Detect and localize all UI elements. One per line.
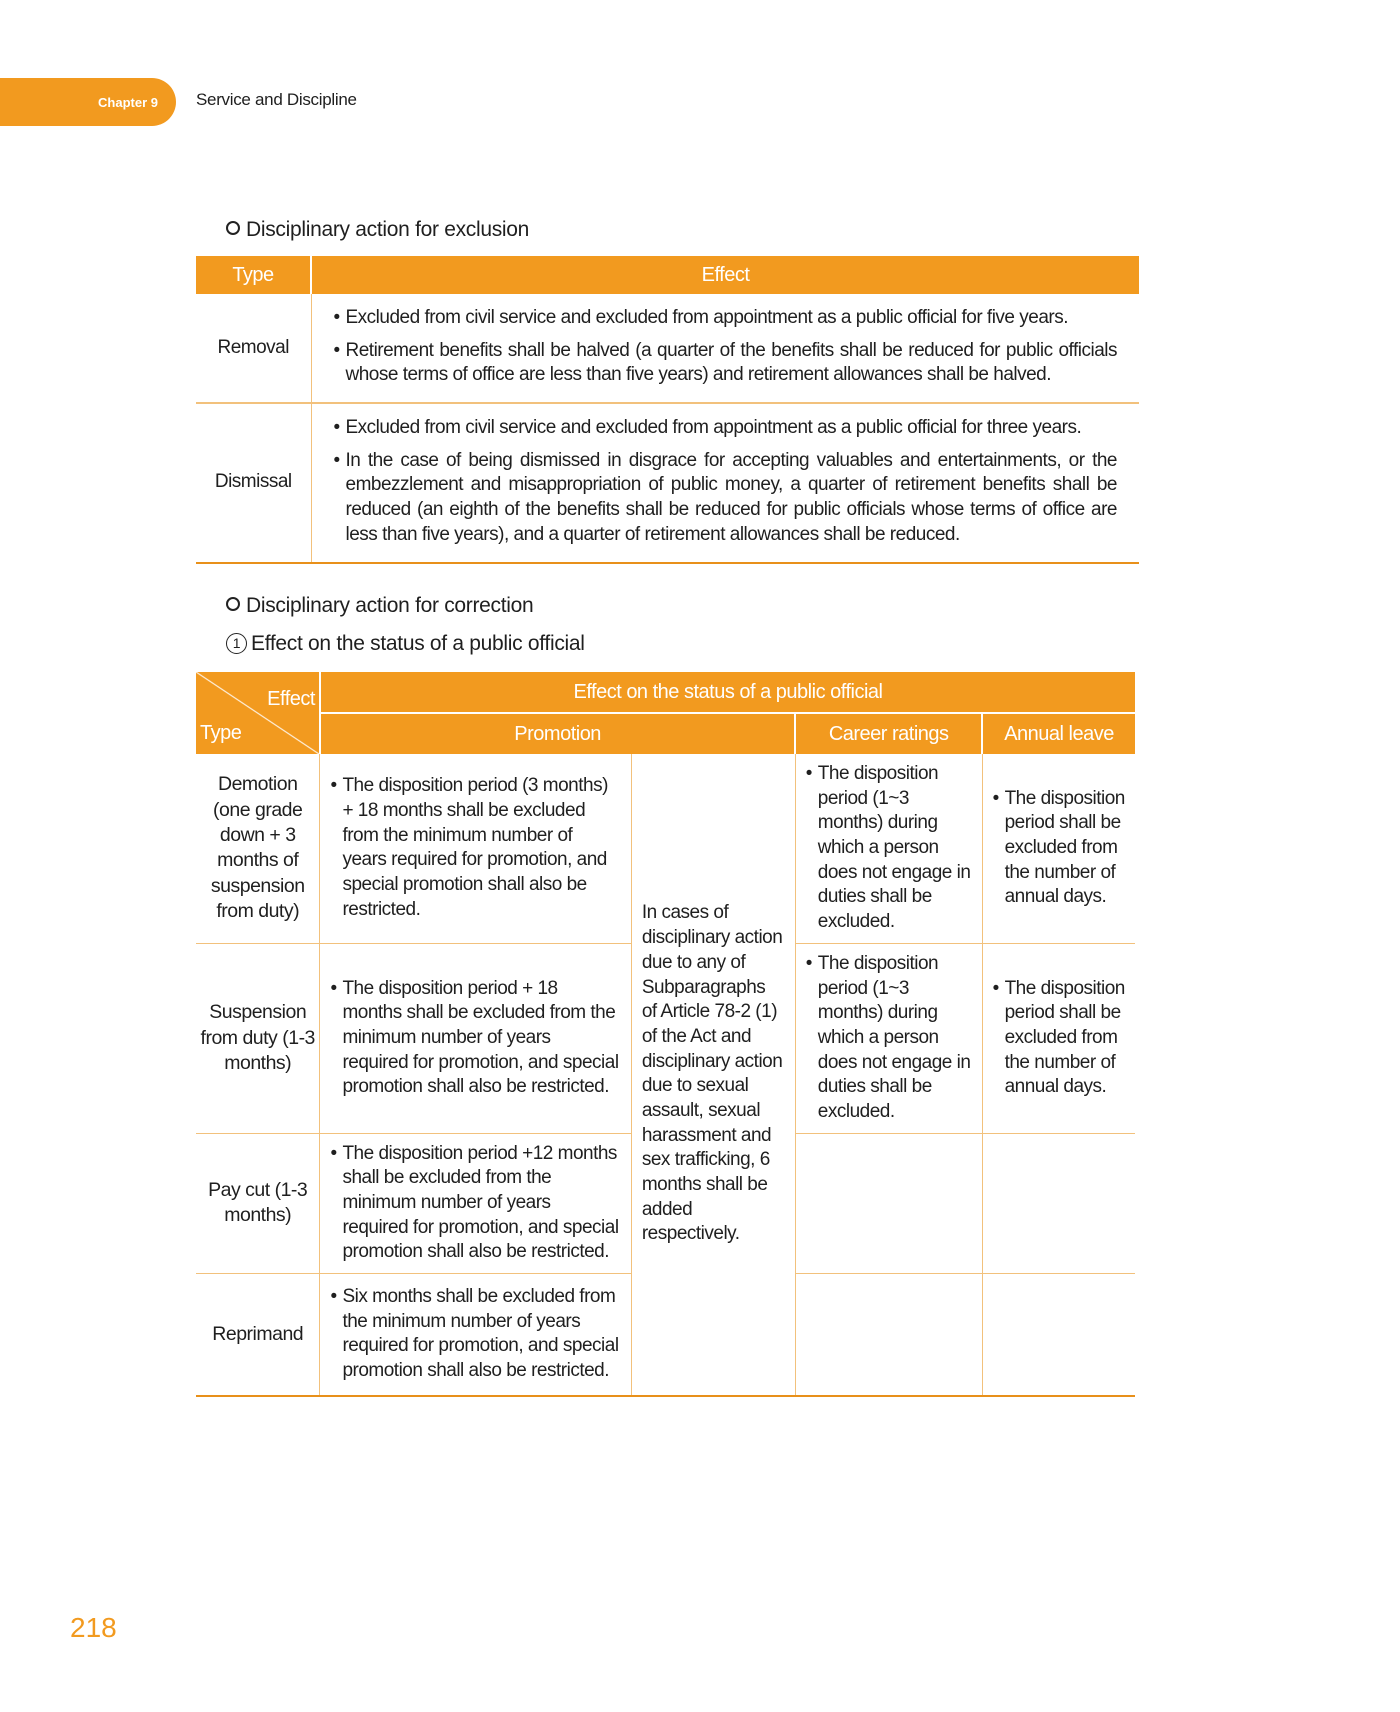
circle-bullet-icon (226, 221, 240, 235)
chapter-tab (0, 78, 176, 126)
diag-type-label: Type (200, 722, 242, 744)
promotion-cell (320, 754, 631, 943)
diag-effect-label: Effect (267, 688, 315, 710)
exclusion-type-header: Type (196, 256, 311, 294)
career-cell (795, 943, 982, 1133)
promotion-cell (320, 1274, 631, 1396)
correction-subheading (226, 632, 585, 656)
row-effect (311, 294, 1139, 403)
promotion-cell (320, 943, 631, 1133)
promotion-header: Promotion (320, 713, 795, 754)
leave-text: • The disposition period shall be excluded from the number of annual days. (993, 787, 1125, 910)
exclusion-heading-text: Disciplinary action for exclusion (246, 218, 530, 241)
leave-cell (982, 754, 1135, 943)
chapter-label: Chapter 9 (98, 94, 158, 110)
table-row (196, 294, 1139, 403)
effect-item: • Excluded from civil service and excluded from appointment as a public official for three years. (334, 416, 1118, 441)
promotion-text: • The disposition period (3 months) + 18 months shall be excluded from the minimum number of years required for promotion, and special promotion shall also be restricted. (330, 774, 620, 922)
effect-item: • Retirement benefits shall be halved (a quarter of the benefits shall be reduced for public officials whose terms of office are less than five years) and retirement allowances shall be halved. (334, 339, 1118, 388)
group-header: Effect on the status of a public official (320, 672, 1135, 713)
circle-bullet-icon (226, 597, 240, 611)
note-cell: In cases of disciplinary action due to any of Subparagraphs of Article 78-2 (1) of the Act and disciplinary action due to sexual assault, sexual harassment and sex trafficking, 6 months shall be added respectively. (631, 754, 795, 1396)
diagonal-header (196, 672, 320, 754)
effect-item: • Excluded from civil service and excluded from appointment as a public official for five years. (334, 306, 1118, 331)
row-type: Pay cut (1-3 months) (196, 1133, 320, 1273)
career-text: • The disposition period (1~3 months) during which a person does not engage in duties shall be excluded. (806, 952, 972, 1125)
promotion-text: • The disposition period + 18 months shall be excluded from the minimum number of years required for promotion, and special promotion shall also be restricted. (330, 977, 620, 1100)
career-cell (795, 1274, 982, 1396)
effect-item: • In the case of being dismissed in disgrace for accepting valuables and entertainments, or the embezzlement and misappropriation of public money, a quarter of retirement benefits shall be reduced (an eighth of the benefits shall be reduced for public officials whose terms of office are less than five years), and a quarter of retirement allowances shall be reduced. (334, 449, 1118, 548)
leave-header: Annual leave (982, 713, 1135, 754)
leave-cell (982, 943, 1135, 1133)
exclusion-table (196, 256, 1139, 564)
correction-heading (226, 594, 533, 618)
leave-text: • The disposition period shall be excluded from the number of annual days. (993, 977, 1125, 1100)
promotion-text: • Six months shall be excluded from the minimum number of years required for promotion, and special promotion shall also be restricted. (330, 1285, 620, 1384)
row-effect (311, 403, 1139, 562)
table-row (196, 403, 1139, 562)
exclusion-effect-header: Effect (311, 256, 1139, 294)
row-type: Dismissal (196, 403, 311, 562)
career-header: Career ratings (795, 713, 982, 754)
row-type: Reprimand (196, 1274, 320, 1396)
correction-table (196, 672, 1135, 1397)
chapter-title: Service and Discipline (196, 90, 357, 109)
promotion-cell (320, 1133, 631, 1273)
correction-subheading-text: Effect on the status of a public official (251, 632, 585, 655)
leave-cell (982, 1274, 1135, 1396)
table-row (196, 754, 1135, 943)
row-type: Removal (196, 294, 311, 403)
promotion-text: • The disposition period +12 months shall be excluded from the minimum number of years required for promotion, and special promotion shall also be restricted. (330, 1142, 620, 1265)
leave-cell (982, 1133, 1135, 1273)
exclusion-heading (226, 218, 529, 242)
page-number: 218 (70, 1612, 117, 1643)
row-type: Suspension from duty (1-3 months) (196, 943, 320, 1133)
career-text: • The disposition period (1~3 months) during which a person does not engage in duties shall be excluded. (806, 762, 972, 935)
circled-number-icon: 1 (226, 633, 247, 654)
correction-heading-text: Disciplinary action for correction (246, 594, 534, 617)
career-cell (795, 754, 982, 943)
career-cell (795, 1133, 982, 1273)
row-type: Demotion (one grade down + 3 months of suspension from duty) (196, 754, 320, 943)
